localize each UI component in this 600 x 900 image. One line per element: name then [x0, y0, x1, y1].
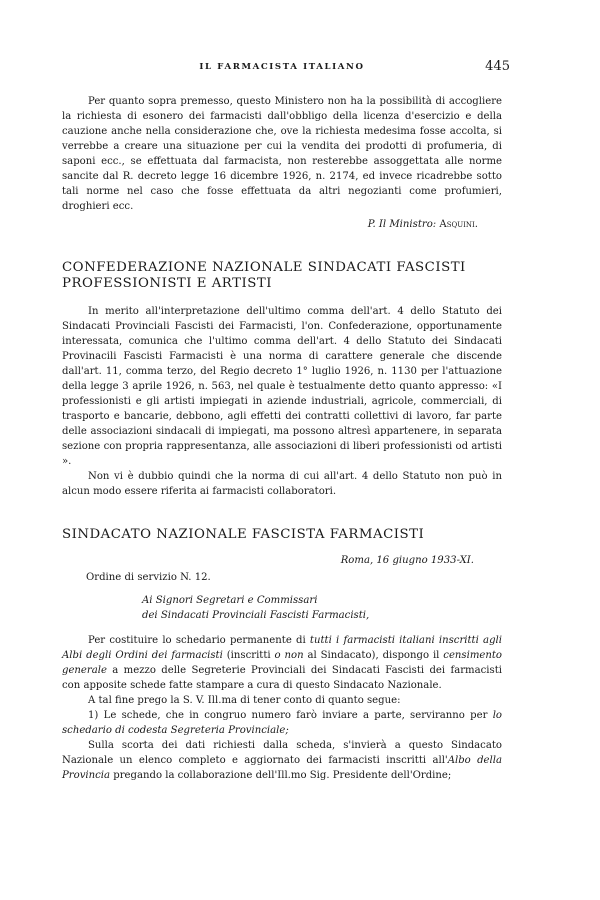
page-number: 445	[485, 59, 510, 74]
confederazione-paragraph-1: In merito all'interpretazione dell'ultimo comma dell'art. 4 dello Statuto dei Sindacati Provinciali Fascisti dei Farmacisti, l'on. Confederazione, opportunamente interessata, comunica che l'ultimo comma dell'art. 4 dello Statuto dei Sindacati Provinacili Fascisti Farmacisti è una norma di carattere generale che discende dall'art. 11, comma terzo, del Regio decreto 1° luglio 1926, n. 1130 per l'attuazione della legge 3 aprile 1926, n. 563, nel quale è testualmente detto quanto appresso: «I professionisti e gli artisti impiegati in aziende industriali, agricole, commerciali, di trasporto e bancarie, debbono, agli effetti dei contratti collettivi di lavoro, far parte delle associazioni sindacali di impiegati, ma possono altresì appartenere, in separata sezione con propria rappresentanza, alle associazioni di liberi professionisti od artisti ».	[62, 306, 502, 467]
order-line: Ordine di servizio N. 12.	[86, 572, 211, 583]
sindacato-paragraph-1: Per costituire lo schedario permanente di tutti i farmacisti italiani inscritti agli Albi degli Ordini dei farmacisti (inscritti o non al Sindacato), dispongo il censimento generale a mezzo delle Segreterie Provinciali dei Sindacati Fascisti dei farmacisti con apposite schede fatte stampare a cura di questo Sindacato Nazionale.	[62, 635, 503, 691]
document-page	[62, 59, 510, 783]
addressee-line2: dei Sindacati Provinciali Fascisti Farmacisti,	[142, 610, 370, 621]
section-title-line1: CONFEDERAZIONE NAZIONALE SINDACATI FASCISTI	[62, 260, 466, 275]
addressee	[62, 593, 502, 623]
sindacato-paragraph-3: 1) Le schede, che in congruo numero farò inviare a parte, serviranno per lo schedario di codesta Segreteria Provinciale;	[62, 710, 502, 736]
running-header	[62, 59, 510, 80]
addressee-line1: Ai Signori Segretari e Commissari	[142, 595, 318, 606]
signature	[62, 217, 502, 232]
sindacato-paragraph-4: Sulla scorta dei dati richiesti dalla scheda, s'invierà a questo Sindacato Nazionale un elenco completo e aggiornato dei farmacisti inscritti all'Albo della Provincia pregando la collaborazione dell'Ill.mo Sig. Presidente dell'Ordine;	[62, 740, 502, 781]
dateline: Roma, 16 giugno 1933-XI.	[340, 555, 474, 566]
running-title: IL FARMACISTA ITALIANO	[199, 62, 365, 72]
confederazione-paragraph-2: Non vi è dubbio quindi che la norma di cui all'art. 4 dello Statuto non può in alcun modo essere riferita ai farmacisti collaboratori.	[62, 471, 502, 497]
sindacato-paragraph-2: A tal fine prego la S. V. Ill.ma di tener conto di quanto segue:	[88, 695, 401, 706]
section-title-line2: PROFESSIONISTI E ARTISTI	[62, 276, 272, 291]
section-title-confederazione	[62, 260, 502, 292]
signature-prefix: P. Il Ministro:	[367, 219, 437, 230]
signature-name: Asquini.	[439, 219, 478, 230]
section-title-sindacato: SINDACATO NAZIONALE FASCISTA FARMACISTI	[62, 527, 425, 542]
intro-paragraph: Per quanto sopra premesso, questo Ministero non ha la possibilità di accogliere la richiesta di esonero dei farmacisti dall'obbligo della licenza d'esercizio e della cauzione anche nella considerazione che, ove la richiesta medesima fosse accolta, si verrebbe a creare una situazione per cui la vendita dei prodotti di profumeria, di saponi ecc., se effettuata dal farmacista, non resterebbe assoggettata alle norme sancite dal R. decreto legge 16 dicembre 1926, n. 2174, ed invece ricadrebbe sotto tali norme nel caso che fosse effettuata da altri negozianti come profumieri, droghieri ecc.	[62, 96, 502, 212]
